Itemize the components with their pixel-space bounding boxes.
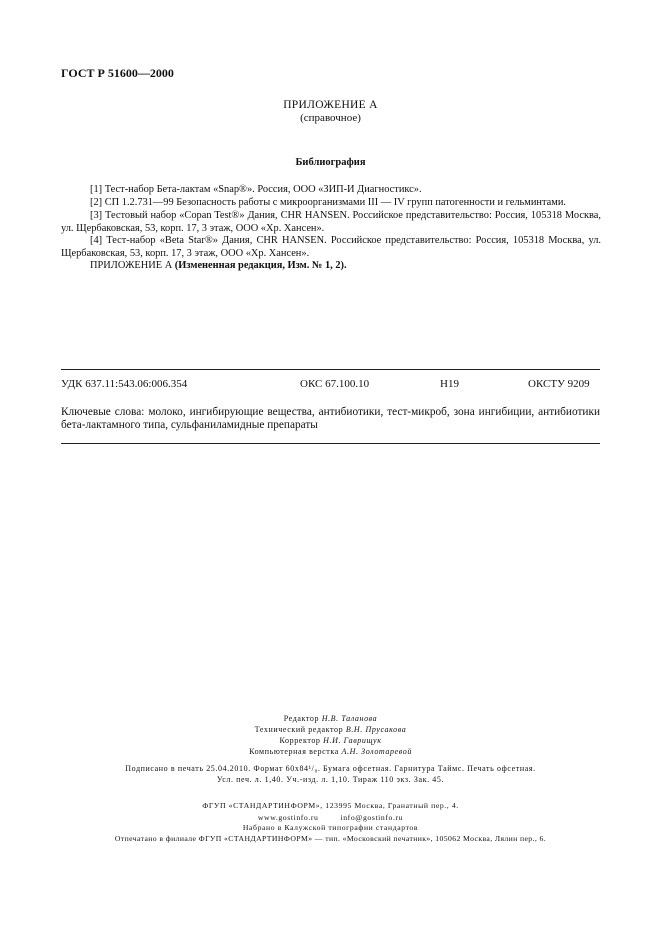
bibliography-item: [2] СП 1.2.731—99 Безопасность работы с микроорганизмами III — IV групп патогенности и гельминтами. <box>90 197 567 208</box>
editor-line: Редактор Н.В. Таланова <box>283 714 378 723</box>
group-code: Н19 <box>440 378 459 390</box>
bibliography-heading: Библиография <box>295 157 366 168</box>
print-volume-line: Усл. печ. л. 1,40. Уч.-изд. л. 1,10. Тираж 110 экз. Зак. 45. <box>216 775 445 784</box>
divider-top <box>61 369 600 370</box>
udk-code: УДК 637.11:543.06:006.354 <box>61 378 188 390</box>
layout-line: Компьютерная верстка А.Н. Золотаревой <box>249 747 412 756</box>
appendix-subtitle: (справочное) <box>300 112 361 124</box>
corrector-line: Корректор Н.И. Гаврищук <box>279 736 382 745</box>
keywords: Ключевые слова: молоко, ингибирующие вещества, антибиотики, тест-микроб, зона ингибиции, антибиотики бета-лактамного типа, сульфаниламидные препараты <box>61 406 600 431</box>
amendment-note: ПРИЛОЖЕНИЕ А (Измененная редакция, Изм. № 1, 2). <box>90 260 347 271</box>
bibliography-item: [1] Тест-набор Бета-лактам «Snap®». Россия, ООО «ЗИП-И Диагностикс». <box>90 184 422 195</box>
bibliography-item: [3] Тестовый набор «Copan Test®» Дания, CHR HANSEN. Российское представительство: Россия, 105318 Москва, ул. Щербаковская, 53, корп. 17, 3 этаж, ООО «Хр. Хансен». <box>61 210 601 234</box>
printed-at-line: Отпечатано в филиале ФГУП «СТАНДАРТИНФОРМ» — тип. «Московский печатник», 105062 Москва, Лялин пер., 6. <box>114 834 547 843</box>
email-link: info@gostinfo.ru <box>340 813 404 822</box>
signed-to-print-line: Подписано в печать 25.04.2010. Формат 60х84¹/₈. Бумага офсетная. Гарнитура Таймс. Печать офсетная. <box>125 764 536 773</box>
publisher-line: ФГУП «СТАНДАРТИНФОРМ», 123995 Москва, Гранатный пер., 4. <box>202 801 459 810</box>
website-link: www.gostinfo.ru <box>257 813 319 822</box>
appendix-title: ПРИЛОЖЕНИЕ А <box>283 99 378 111</box>
tech-editor-line: Технический редактор В.Н. Прусакова <box>254 725 407 734</box>
document-code: ГОСТ Р 51600—2000 <box>61 66 174 80</box>
bibliography-item: [4] Тест-набор «Beta Star®» Дания, CHR HANSEN. Российское представительство: Россия, 105318 Москва, ул. Щербаковская, 53, корп. 17, 3 этаж, ООО «Хр. Хансен». <box>61 235 601 259</box>
divider-bottom <box>61 443 600 444</box>
oks-code: ОКС 67.100.10 <box>300 378 370 390</box>
contact-line <box>0 813 661 822</box>
typeset-line: Набрано в Калужской типографии стандартов <box>242 823 419 832</box>
okstu-code: ОКСТУ 9209 <box>528 378 590 390</box>
